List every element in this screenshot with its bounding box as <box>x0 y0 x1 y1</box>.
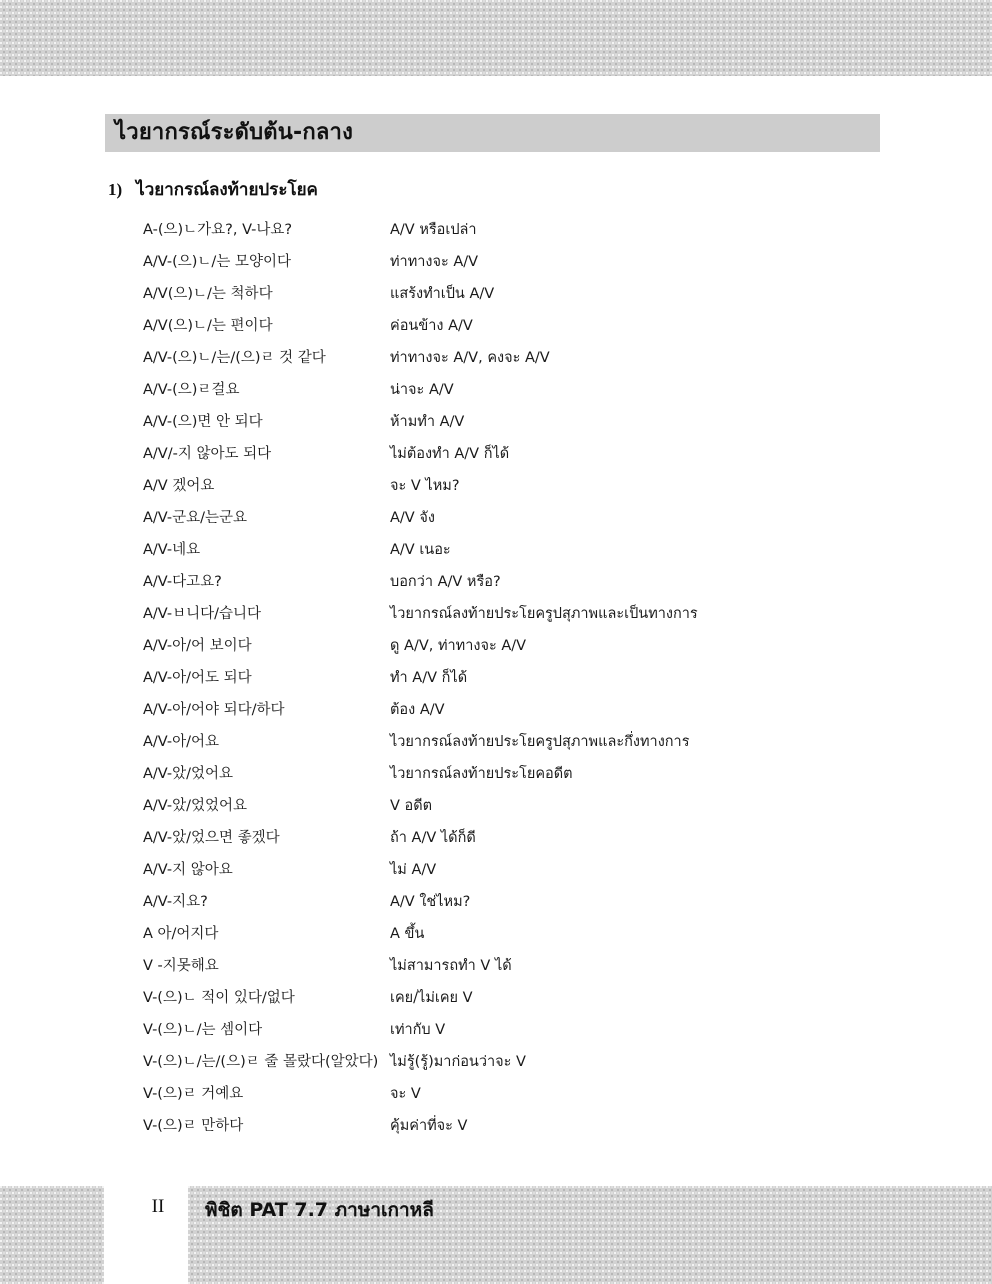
grammar-meaning: ดู A/V, ท่าทางจะ A/V <box>390 638 527 654</box>
grammar-meaning: ไวยากรณ์ลงท้ายประโยครูปสุภาพและเป็นทางการ <box>390 606 698 622</box>
grammar-form: A/V-아/어 보이다 <box>143 638 252 654</box>
grammar-form: A/V-(으)ㄴ/는 모양이다 <box>143 254 291 270</box>
grammar-meaning: น่าจะ A/V <box>390 382 454 398</box>
grammar-form: A/V-았/었어요 <box>143 766 234 782</box>
grammar-list <box>143 218 943 1146</box>
grammar-row <box>143 794 943 826</box>
grammar-meaning: A/V เนอะ <box>390 542 451 558</box>
subsection-header <box>108 176 318 203</box>
grammar-meaning: เคย/ไม่เคย V <box>390 990 473 1006</box>
grammar-row <box>143 1114 943 1146</box>
grammar-form: V -지못해요 <box>143 958 219 974</box>
grammar-row <box>143 890 943 922</box>
grammar-meaning: จะ V ไหม? <box>390 478 460 494</box>
section-heading-bar <box>105 114 880 152</box>
grammar-meaning: ไม่สามารถทำ V ได้ <box>390 958 512 974</box>
grammar-row <box>143 1018 943 1050</box>
grammar-row <box>143 410 943 442</box>
grammar-meaning: ท่าทางจะ A/V, คงจะ A/V <box>390 350 550 366</box>
grammar-form: A/V-았/었었어요 <box>143 798 248 814</box>
grammar-meaning: ไม่ A/V <box>390 862 437 878</box>
page-number: II <box>151 1196 165 1217</box>
grammar-meaning: ต้อง A/V <box>390 702 445 718</box>
grammar-meaning: ค่อนข้าง A/V <box>390 318 473 334</box>
grammar-meaning: ไวยากรณ์ลงท้ายประโยคอดีต <box>390 766 573 782</box>
grammar-meaning: บอกว่า A/V หรือ? <box>390 574 501 590</box>
grammar-form: A/V-다고요? <box>143 574 222 590</box>
grammar-form: A/V-(으)ㄹ걸요 <box>143 382 240 398</box>
grammar-form: A 아/어지다 <box>143 926 219 942</box>
grammar-row <box>143 762 943 794</box>
grammar-meaning: ไวยากรณ์ลงท้ายประโยครูปสุภาพและกึ่งทางการ <box>390 734 690 750</box>
grammar-form: A/V-지 않아요 <box>143 862 233 878</box>
grammar-form: A/V-아/어요 <box>143 734 220 750</box>
grammar-form: V-(으)ㄹ 거예요 <box>143 1086 244 1102</box>
grammar-form: A/V 겠어요 <box>143 478 215 494</box>
grammar-row <box>143 442 943 474</box>
grammar-row <box>143 282 943 314</box>
grammar-row <box>143 474 943 506</box>
grammar-meaning: ท่าทางจะ A/V <box>390 254 479 270</box>
grammar-row <box>143 730 943 762</box>
subsection-number: 1) <box>108 180 123 199</box>
page-content-area <box>0 76 992 1186</box>
grammar-row <box>143 314 943 346</box>
grammar-form: A/V-아/어야 되다/하다 <box>143 702 285 718</box>
grammar-form: A/V-지요? <box>143 894 208 910</box>
grammar-meaning: A ขึ้น <box>390 926 425 942</box>
grammar-meaning: V อดีต <box>390 798 433 814</box>
grammar-meaning: ไม่รู้(รู้)มาก่อนว่าจะ V <box>390 1054 526 1070</box>
grammar-meaning: A/V ใช่ไหม? <box>390 894 471 910</box>
grammar-form: A/V-군요/는군요 <box>143 510 248 526</box>
grammar-row <box>143 698 943 730</box>
grammar-row <box>143 1082 943 1114</box>
grammar-row <box>143 602 943 634</box>
grammar-meaning: ไม่ต้องทำ A/V ก็ได้ <box>390 446 510 462</box>
grammar-meaning: A/V หรือเปล่า <box>390 222 477 238</box>
grammar-meaning: A/V จัง <box>390 510 435 526</box>
grammar-form: V-(으)ㄴ 적이 있다/없다 <box>143 990 295 1006</box>
grammar-row <box>143 218 943 250</box>
grammar-row <box>143 986 943 1018</box>
grammar-row <box>143 858 943 890</box>
grammar-meaning: ห้ามทำ A/V <box>390 414 465 430</box>
grammar-row <box>143 346 943 378</box>
grammar-form: A/V(으)ㄴ/는 척하다 <box>143 286 273 302</box>
grammar-meaning: แสร้งทำเป็น A/V <box>390 286 495 302</box>
grammar-row <box>143 922 943 954</box>
grammar-row <box>143 666 943 698</box>
grammar-form: A/V-아/어도 되다 <box>143 670 252 686</box>
grammar-row <box>143 378 943 410</box>
grammar-row <box>143 1050 943 1082</box>
grammar-form: V-(으)ㄴ/는/(으)ㄹ 줄 몰랐다(알았다) <box>143 1054 379 1070</box>
page-title: ไวยากรณ์ระดับต้น-กลาง <box>115 120 354 145</box>
grammar-row <box>143 570 943 602</box>
grammar-row <box>143 250 943 282</box>
grammar-meaning: เท่ากับ V <box>390 1022 446 1038</box>
grammar-row <box>143 826 943 858</box>
grammar-form: A/V-(으)면 안 되다 <box>143 414 263 430</box>
grammar-form: A/V-(으)ㄴ/는/(으)ㄹ 것 같다 <box>143 350 326 366</box>
grammar-meaning: ถ้า A/V ได้ก็ดี <box>390 830 476 846</box>
grammar-row <box>143 954 943 986</box>
grammar-meaning: คุ้มค่าที่จะ V <box>390 1118 468 1134</box>
grammar-meaning: จะ V <box>390 1086 421 1102</box>
grammar-row <box>143 506 943 538</box>
grammar-meaning: ทำ A/V ก็ได้ <box>390 670 468 686</box>
grammar-form: A/V-네요 <box>143 542 201 558</box>
subsection-title: ไวยากรณ์ลงท้ายประโยค <box>136 180 318 200</box>
grammar-form: A-(으)ㄴ가요?, V-나요? <box>143 222 293 238</box>
grammar-form: A/V(으)ㄴ/는 편이다 <box>143 318 273 334</box>
grammar-row <box>143 634 943 666</box>
grammar-form: A/V-았/었으면 좋겠다 <box>143 830 280 846</box>
grammar-form: A/V-ㅂ니다/습니다 <box>143 606 262 622</box>
footer-left-decorative-block <box>0 1186 104 1284</box>
grammar-form: A/V/-지 않아도 되다 <box>143 446 272 462</box>
top-decorative-band <box>0 0 992 76</box>
grammar-form: V-(으)ㄴ/는 셈이다 <box>143 1022 263 1038</box>
grammar-form: V-(으)ㄹ 만하다 <box>143 1118 244 1134</box>
footer-book-title: พิชิต PAT 7.7 ภาษาเกาหลี <box>205 1199 434 1221</box>
grammar-row <box>143 538 943 570</box>
